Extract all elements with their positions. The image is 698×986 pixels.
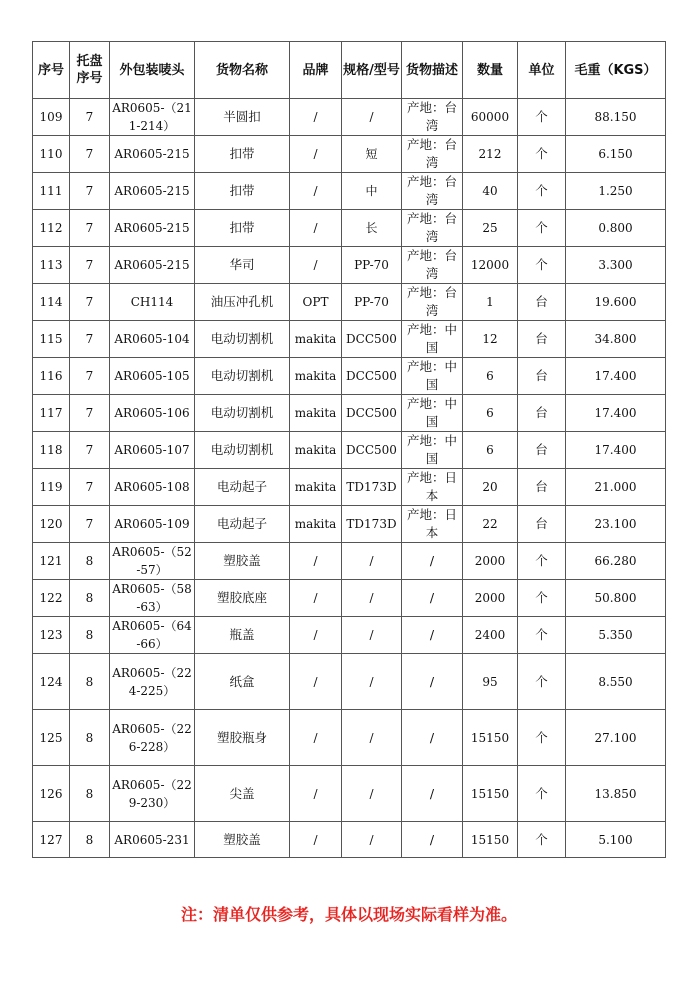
table-header-row (33, 42, 666, 99)
cell-pallet: 7 (70, 247, 110, 284)
cell-spec: / (342, 766, 402, 822)
cell-brand: makita (290, 358, 342, 395)
table-row (33, 543, 666, 580)
cell-qty: 25 (463, 210, 518, 247)
cell-no: 127 (33, 822, 70, 858)
cell-desc: / (402, 710, 463, 766)
cell-no: 118 (33, 432, 70, 469)
cell-mark: AR0605-215 (110, 173, 195, 210)
cell-spec: 短 (342, 136, 402, 173)
cell-brand: / (290, 617, 342, 654)
cell-spec: / (342, 99, 402, 136)
cell-spec: 长 (342, 210, 402, 247)
cell-no: 124 (33, 654, 70, 710)
cell-weight: 21.000 (566, 469, 666, 506)
header-cell: 货物名称 (195, 42, 290, 99)
table-row (33, 173, 666, 210)
cell-weight: 5.350 (566, 617, 666, 654)
cell-pallet: 7 (70, 469, 110, 506)
cell-unit: 台 (518, 358, 566, 395)
cell-unit: 台 (518, 469, 566, 506)
cell-desc: / (402, 543, 463, 580)
cell-desc: 产地：中国 (402, 358, 463, 395)
cell-pallet: 7 (70, 395, 110, 432)
cell-brand: / (290, 580, 342, 617)
cell-name: 塑胶盖 (195, 543, 290, 580)
cell-spec: DCC500 (342, 395, 402, 432)
cell-qty: 12000 (463, 247, 518, 284)
cell-mark: AR0605-215 (110, 210, 195, 247)
cell-weight: 6.150 (566, 136, 666, 173)
cell-name: 电动切割机 (195, 321, 290, 358)
cell-desc: 产地：台湾 (402, 210, 463, 247)
cell-qty: 2400 (463, 617, 518, 654)
cell-desc: / (402, 822, 463, 858)
cell-unit: 台 (518, 284, 566, 321)
cell-name: 电动切割机 (195, 432, 290, 469)
cell-weight: 13.850 (566, 766, 666, 822)
cell-pallet: 8 (70, 617, 110, 654)
cell-unit: 个 (518, 136, 566, 173)
cell-weight: 8.550 (566, 654, 666, 710)
cell-spec: / (342, 710, 402, 766)
cell-unit: 台 (518, 321, 566, 358)
cell-brand: makita (290, 321, 342, 358)
header-cell: 外包装唛头 (110, 42, 195, 99)
table-row (33, 432, 666, 469)
table-row (33, 358, 666, 395)
cell-mark: AR0605-215 (110, 247, 195, 284)
cell-unit: 个 (518, 210, 566, 247)
cell-no: 120 (33, 506, 70, 543)
cell-no: 126 (33, 766, 70, 822)
cell-no: 115 (33, 321, 70, 358)
cell-unit: 个 (518, 654, 566, 710)
cell-unit: 个 (518, 580, 566, 617)
table-row (33, 580, 666, 617)
cell-qty: 2000 (463, 580, 518, 617)
cell-brand: / (290, 543, 342, 580)
cell-spec: DCC500 (342, 321, 402, 358)
cell-brand: / (290, 247, 342, 284)
cell-brand: / (290, 710, 342, 766)
cell-weight: 17.400 (566, 432, 666, 469)
cell-brand: makita (290, 506, 342, 543)
cell-weight: 27.100 (566, 710, 666, 766)
cell-mark: AR0605-215 (110, 136, 195, 173)
cell-no: 113 (33, 247, 70, 284)
cell-pallet: 7 (70, 284, 110, 321)
cell-mark: AR0605-（58-63） (110, 580, 195, 617)
header-cell: 货物描述 (402, 42, 463, 99)
cell-mark: AR0605-107 (110, 432, 195, 469)
cell-unit: 个 (518, 173, 566, 210)
cell-pallet: 8 (70, 654, 110, 710)
cell-desc: / (402, 654, 463, 710)
cell-qty: 15150 (463, 822, 518, 858)
cell-no: 123 (33, 617, 70, 654)
cell-qty: 12 (463, 321, 518, 358)
cell-brand: / (290, 210, 342, 247)
cell-unit: 台 (518, 432, 566, 469)
table-row (33, 210, 666, 247)
cell-name: 电动起子 (195, 506, 290, 543)
cell-no: 119 (33, 469, 70, 506)
table-row (33, 136, 666, 173)
cell-unit: 台 (518, 395, 566, 432)
cell-pallet: 7 (70, 99, 110, 136)
cell-no: 110 (33, 136, 70, 173)
cell-pallet: 8 (70, 543, 110, 580)
cell-spec: DCC500 (342, 432, 402, 469)
cell-mark: CH114 (110, 284, 195, 321)
cell-spec: / (342, 543, 402, 580)
cell-no: 121 (33, 543, 70, 580)
cell-brand: / (290, 173, 342, 210)
goods-list-table (32, 41, 666, 858)
cell-brand: OPT (290, 284, 342, 321)
cell-mark: AR0605-104 (110, 321, 195, 358)
cell-pallet: 8 (70, 710, 110, 766)
cell-weight: 0.800 (566, 210, 666, 247)
cell-pallet: 7 (70, 506, 110, 543)
cell-brand: / (290, 766, 342, 822)
cell-desc: 产地：台湾 (402, 173, 463, 210)
disclaimer-note: 注：清单仅供参考，具体以现场实际看样为准。 (180, 905, 517, 924)
cell-name: 电动起子 (195, 469, 290, 506)
cell-weight: 50.800 (566, 580, 666, 617)
cell-mark: AR0605-（224-225） (110, 654, 195, 710)
cell-brand: / (290, 99, 342, 136)
cell-pallet: 7 (70, 210, 110, 247)
table-body (33, 99, 666, 858)
cell-mark: AR0605-（226-228） (110, 710, 195, 766)
cell-spec: PP-70 (342, 284, 402, 321)
cell-name: 塑胶底座 (195, 580, 290, 617)
header-cell: 序号 (33, 42, 70, 99)
cell-pallet: 7 (70, 173, 110, 210)
cell-desc: 产地：中国 (402, 432, 463, 469)
cell-no: 122 (33, 580, 70, 617)
table-row (33, 822, 666, 858)
cell-spec: DCC500 (342, 358, 402, 395)
table-row (33, 469, 666, 506)
cell-weight: 5.100 (566, 822, 666, 858)
cell-spec: / (342, 580, 402, 617)
table-row (33, 395, 666, 432)
cell-weight: 66.280 (566, 543, 666, 580)
cell-spec: / (342, 822, 402, 858)
cell-unit: 个 (518, 543, 566, 580)
cell-brand: makita (290, 395, 342, 432)
table-row (33, 247, 666, 284)
table-row (33, 617, 666, 654)
cell-unit: 个 (518, 822, 566, 858)
cell-brand: makita (290, 469, 342, 506)
table-row (33, 506, 666, 543)
cell-spec: TD173D (342, 506, 402, 543)
cell-desc: / (402, 580, 463, 617)
cell-mark: AR0605-108 (110, 469, 195, 506)
cell-desc: 产地：日本 (402, 469, 463, 506)
cell-name: 油压冲孔机 (195, 284, 290, 321)
cell-pallet: 7 (70, 432, 110, 469)
cell-pallet: 7 (70, 321, 110, 358)
cell-pallet: 8 (70, 822, 110, 858)
cell-name: 塑胶瓶身 (195, 710, 290, 766)
cell-weight: 23.100 (566, 506, 666, 543)
cell-pallet: 8 (70, 766, 110, 822)
header-cell: 毛重（KGS） (566, 42, 666, 99)
cell-qty: 40 (463, 173, 518, 210)
cell-desc: 产地：台湾 (402, 247, 463, 284)
cell-qty: 212 (463, 136, 518, 173)
cell-name: 纸盒 (195, 654, 290, 710)
cell-brand: / (290, 822, 342, 858)
cell-desc: 产地：台湾 (402, 99, 463, 136)
cell-spec: TD173D (342, 469, 402, 506)
cell-mark: AR0605-105 (110, 358, 195, 395)
cell-weight: 1.250 (566, 173, 666, 210)
cell-mark: AR0605-（64-66） (110, 617, 195, 654)
cell-brand: makita (290, 432, 342, 469)
cell-qty: 15150 (463, 766, 518, 822)
cell-no: 117 (33, 395, 70, 432)
cell-weight: 17.400 (566, 395, 666, 432)
cell-spec: / (342, 617, 402, 654)
cell-qty: 1 (463, 284, 518, 321)
cell-desc: 产地：中国 (402, 321, 463, 358)
cell-qty: 6 (463, 432, 518, 469)
header-cell: 数量 (463, 42, 518, 99)
cell-weight: 34.800 (566, 321, 666, 358)
header-cell: 单位 (518, 42, 566, 99)
header-cell: 托盘序号 (70, 42, 110, 99)
cell-mark: AR0605-231 (110, 822, 195, 858)
cell-pallet: 8 (70, 580, 110, 617)
table-row (33, 710, 666, 766)
cell-unit: 个 (518, 617, 566, 654)
cell-weight: 3.300 (566, 247, 666, 284)
table-row (33, 284, 666, 321)
table-row (33, 766, 666, 822)
cell-no: 116 (33, 358, 70, 395)
cell-name: 电动切割机 (195, 395, 290, 432)
cell-desc: / (402, 617, 463, 654)
cell-unit: 个 (518, 710, 566, 766)
cell-desc: 产地：台湾 (402, 284, 463, 321)
cell-qty: 22 (463, 506, 518, 543)
cell-name: 华司 (195, 247, 290, 284)
cell-spec: PP-70 (342, 247, 402, 284)
cell-qty: 15150 (463, 710, 518, 766)
cell-name: 电动切割机 (195, 358, 290, 395)
cell-no: 125 (33, 710, 70, 766)
cell-qty: 20 (463, 469, 518, 506)
cell-qty: 95 (463, 654, 518, 710)
cell-qty: 2000 (463, 543, 518, 580)
cell-unit: 个 (518, 247, 566, 284)
cell-qty: 60000 (463, 99, 518, 136)
cell-name: 尖盖 (195, 766, 290, 822)
header-cell: 规格/型号 (342, 42, 402, 99)
cell-no: 114 (33, 284, 70, 321)
cell-brand: / (290, 136, 342, 173)
cell-spec: / (342, 654, 402, 710)
cell-mark: AR0605-（52-57） (110, 543, 195, 580)
cell-name: 半圆扣 (195, 99, 290, 136)
cell-mark: AR0605-（229-230） (110, 766, 195, 822)
cell-desc: 产地：日本 (402, 506, 463, 543)
cell-name: 瓶盖 (195, 617, 290, 654)
cell-brand: / (290, 654, 342, 710)
cell-weight: 17.400 (566, 358, 666, 395)
cell-weight: 19.600 (566, 284, 666, 321)
cell-pallet: 7 (70, 136, 110, 173)
table-row (33, 321, 666, 358)
cell-mark: AR0605-106 (110, 395, 195, 432)
cell-no: 112 (33, 210, 70, 247)
cell-unit: 台 (518, 506, 566, 543)
cell-weight: 88.150 (566, 99, 666, 136)
cell-spec: 中 (342, 173, 402, 210)
table-row (33, 99, 666, 136)
cell-desc: 产地：台湾 (402, 136, 463, 173)
cell-desc: 产地：中国 (402, 395, 463, 432)
cell-unit: 个 (518, 766, 566, 822)
cell-mark: AR0605-109 (110, 506, 195, 543)
cell-mark: AR0605-（211-214） (110, 99, 195, 136)
cell-name: 塑胶盖 (195, 822, 290, 858)
cell-qty: 6 (463, 395, 518, 432)
cell-no: 109 (33, 99, 70, 136)
header-cell: 品牌 (290, 42, 342, 99)
cell-qty: 6 (463, 358, 518, 395)
cell-no: 111 (33, 173, 70, 210)
cell-unit: 个 (518, 99, 566, 136)
cell-name: 扣带 (195, 136, 290, 173)
cell-desc: / (402, 766, 463, 822)
table-row (33, 654, 666, 710)
cell-name: 扣带 (195, 173, 290, 210)
cell-pallet: 7 (70, 358, 110, 395)
cell-name: 扣带 (195, 210, 290, 247)
